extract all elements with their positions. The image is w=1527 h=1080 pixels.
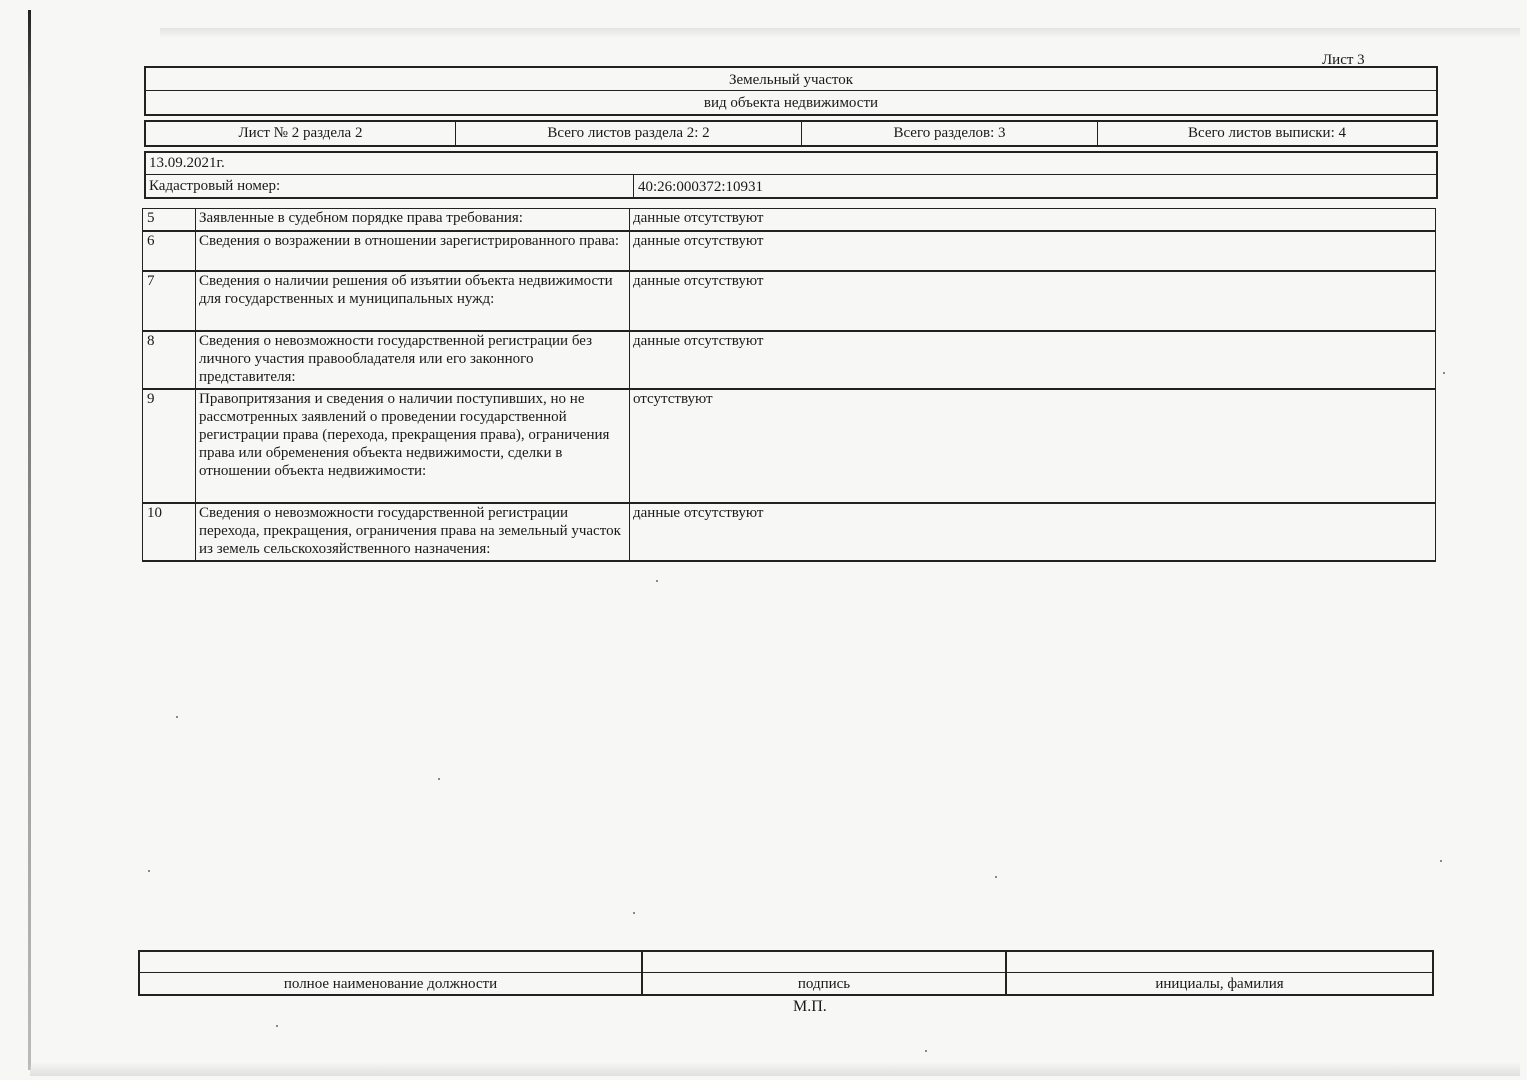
position-caption: полное наименование должности — [283, 976, 498, 992]
row-value: отсутствуют — [630, 389, 1436, 503]
section-sheets-cell: Всего листов раздела 2: 2 — [456, 122, 802, 145]
scan-speck — [995, 876, 997, 878]
row-name: Сведения о невозможности государственной регистрации без личного участия правообладателя или его законного представителя: — [196, 331, 630, 389]
row-number: 8 — [143, 331, 196, 389]
row-value: данные отсутствуют — [630, 209, 1436, 231]
cadastral-number: 40:26:000372:10931 — [638, 179, 764, 195]
name-column — [1007, 952, 1432, 994]
name-caption: инициалы, фамилия — [1155, 976, 1284, 992]
extract-date: 13.09.2021г. — [149, 155, 225, 171]
scan-speck — [276, 1025, 278, 1027]
scan-left-edge — [28, 10, 31, 1070]
table-row — [143, 331, 1436, 389]
sheet-label: Лист 3 — [1322, 52, 1365, 68]
meta-divider — [146, 174, 1436, 175]
scan-speck — [176, 716, 178, 718]
row-name: Сведения о невозможности государственной регистрации перехода, прекращения, ограничения права на земельный участок из земель сельскохозяйственного назначения: — [196, 503, 630, 561]
row-number: 10 — [143, 503, 196, 561]
row-number: 7 — [143, 271, 196, 331]
sheet-number-cell: Лист № 2 раздела 2 — [146, 122, 456, 145]
row-name: Заявленные в судебном порядке права требования: — [196, 209, 630, 231]
table-row — [143, 231, 1436, 271]
row-value: данные отсутствуют — [630, 503, 1436, 561]
position-column — [140, 952, 643, 994]
row-value: данные отсутствуют — [630, 231, 1436, 271]
table-row — [143, 271, 1436, 331]
row-number: 9 — [143, 389, 196, 503]
scan-speck — [1440, 860, 1442, 862]
row-name: Сведения о возражении в отношении зарегистрированного права: — [196, 231, 630, 271]
object-header-box — [144, 66, 1438, 116]
table-row — [143, 389, 1436, 503]
rights-table — [142, 208, 1436, 562]
object-kind-caption: вид объекта недвижимости — [703, 95, 879, 111]
stamp-label: М.П. — [793, 998, 827, 1015]
row-name: Правопритязания и сведения о наличии поступивших, но не рассмотренных заявлений о проведении государственной регистрации права (перехода, прекращения права), ограничения права или обременения объекта недвижимости, сделки в отношении объекта недвижимости: — [196, 389, 630, 503]
cadastral-label: Кадастровый номер: — [149, 178, 281, 194]
scan-speck — [656, 580, 658, 582]
object-type: Земельный участок — [728, 72, 854, 88]
sheet-info-row — [144, 120, 1438, 147]
meta-vertical-divider — [633, 174, 634, 197]
scan-speck — [438, 778, 440, 780]
row-value: данные отсутствуют — [630, 331, 1436, 389]
scan-speck — [1443, 372, 1445, 374]
sections-total-cell: Всего разделов: 3 — [802, 122, 1098, 145]
extract-sheets-cell: Всего листов выписки: 4 — [1188, 125, 1346, 141]
scan-bottom-shadow — [30, 1062, 1520, 1076]
signature-caption: подпись — [797, 976, 851, 992]
table-row — [143, 503, 1436, 561]
date-cadastral-box — [144, 151, 1438, 199]
row-value: данные отсутствуют — [630, 271, 1436, 331]
row-number: 5 — [143, 209, 196, 231]
header-divider — [146, 90, 1436, 91]
row-number: 6 — [143, 231, 196, 271]
signature-column — [643, 952, 1007, 994]
table-row — [143, 209, 1436, 231]
row-name: Сведения о наличии решения об изъятии объекта недвижимости для государственных и муниципальных нужд: — [196, 271, 630, 331]
scan-speck — [148, 870, 150, 872]
scan-speck — [925, 1050, 927, 1052]
scan-speck — [633, 912, 635, 914]
signature-block — [138, 950, 1434, 996]
scan-top-shadow — [160, 28, 1520, 38]
